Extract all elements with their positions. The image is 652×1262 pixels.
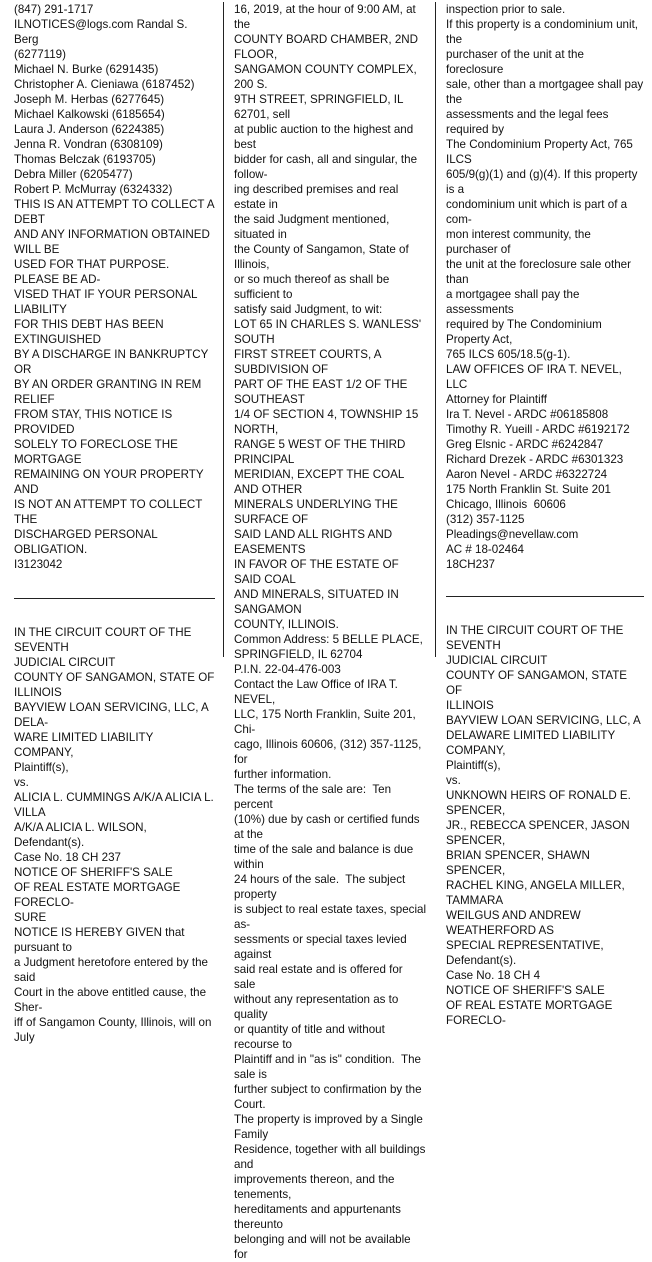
notice-attorney-list-and-disclaimer: (847) 291-1717 ILNOTICES@logs.com Randal S. Berg (6277119) Michael N. Burke (6291435) Christopher A. Cieniawa (6187452) Joseph M. Herbas (6277645) Michael Kalkowski (6185654) Laura J. Anderson (6224385) Jenna R. Vondran (6308109) Thomas Belczak (6193705) Debra Miller (6205477) Robert P. McMurray (6324332) THIS IS AN ATTEMPT TO COLLECT A DEBT AND ANY INFORMATION OBTAINED WILL BE USED FOR THAT PURPOSE. PLEASE BE AD- VISED THAT IF YOUR PERSONAL LIABILITY FOR THIS DEBT HAS BEEN EXTINGUISHED BY A DISCHARGE IN BANKRUPTCY OR BY AN ORDER GRANTING IN REM RELIEF FROM STAY, THIS NOTICE IS PROVIDED SOLELY TO FORECLOSE THE MORTGAGE REMAINING ON YOUR PROPERTY AND IS NOT AN ATTEMPT TO COLLECT THE DISCHARGED PERSONAL OBLIGATION. I3123042: [14, 3, 214, 571]
column-3: [435, 2, 644, 1027]
notice-case-cummings-end: inspection prior to sale. If this property is a condominium unit, the purchaser of the unit at the foreclosure sale, other than a mortgagee shall pay the assessments and the legal fees required by The Condominium Property Act, 765 ILCS 605/9(g)(1) and (g)(4). If this property is a condominium unit which is part of a com- mon interest community, the purchaser of the unit at the foreclosure sale other than a mortgagee shall pay the assessments required by The Condominium Property Act, 765 ILCS 605/18.5(g-1). LAW OFFICES OF IRA T. NEVEL, LLC Attorney for Plaintiff Ira T. Nevel - ARDC #06185808 Timothy R. Yueill - ARDC #6192172 Greg Elsnic - ARDC #6242847 Richard Drezek - ARDC #6301323 Aaron Nevel - ARDC #6322724 175 North Franklin St. Suite 201 Chicago, Illinois 60606 (312) 357-1125 Pleadings@nevellaw.com AC # 18-02464 18CH237: [446, 3, 644, 571]
column-2: [223, 2, 435, 1261]
notice-case-cummings-start: IN THE CIRCUIT COURT OF THE SEVENTH JUDICIAL CIRCUIT COUNTY OF SANGAMON, STATE OF ILLINOIS BAYVIEW LOAN SERVICING, LLC, A DELA- WARE LIMITED LIABILITY COMPANY, Plaintiff(s), vs. ALICIA L. CUMMINGS A/K/A ALICIA L. VILLA A/K/A ALICIA L. WILSON, Defendant(s). Case No. 18 CH 237 NOTICE OF SHERIFF'S SALE OF REAL ESTATE MORTGAGE FORECLO- SURE NOTICE IS HEREBY GIVEN that pursuant to a Judgment heretofore entered by the said Court in the above entitled cause, the Sher- iff of Sangamon County, Illinois, will on July: [14, 626, 215, 1044]
notice-case-cummings-continued: 16, 2019, at the hour of 9:00 AM, at the COUNTY BOARD CHAMBER, 2ND FLOOR, SANGAMON COUNTY COMPLEX, 200 S. 9TH STREET, SPRINGFIELD, IL 62701, sell at public auction to the highest and best bidder for cash, all and singular, the follow- ing described premises and real estate in the said Judgment mentioned, situated in the County of Sangamon, State of Illinois, or so much thereof as shall be sufficient to satisfy said Judgment, to wit: LOT 65 IN CHARLES S. WANLESS' SOUTH FIRST STREET COURTS, A SUBDIVISION OF PART OF THE EAST 1/2 OF THE SOUTHEAST 1/4 OF SECTION 4, TOWNSHIP 15 NORTH, RANGE 5 WEST OF THE THIRD PRINCIPAL MERIDIAN, EXCEPT THE COAL AND OTHER MINERALS UNDERLYING THE SURFACE OF SAID LAND ALL RIGHTS AND EASEMENTS IN FAVOR OF THE ESTATE OF SAID COAL AND MINERALS, SITUATED IN SANGAMON COUNTY, ILLINOIS. Common Address: 5 BELLE PLACE, SPRINGFIELD, IL 62704 P.I.N. 22-04-476-003 Contact the Law Office of IRA T. NEVEL, LLC, 175 North Franklin, Suite 201, Chi- cago, Illinois 60606, (312) 357-1125, for further information. The terms of the sale are: Ten percent (10%) due by cash or certified funds at the time of the sale and balance is due within 24 hours of the sale. The subject property is subject to real estate taxes, special as- sessments or special taxes levied against said real estate and is offered for sale without any representation as to quality or quantity of title and without recourse to Plaintiff and in "as is" condition. The sale is further subject to confirmation by the Court. The property is improved by a Single Family Residence, together with all buildings and improvements thereon, and the tenements, hereditaments and appurtenants thereunto belonging and will not be available for: [234, 3, 427, 1261]
notice-case-spencer-start: IN THE CIRCUIT COURT OF THE SEVENTH JUDICIAL CIRCUIT COUNTY OF SANGAMON, STATE OF ILLINOIS BAYVIEW LOAN SERVICING, LLC, A DELAWARE LIMITED LIABILITY COMPANY, Plaintiff(s), vs. UNKNOWN HEIRS OF RONALD E. SPENCER, JR., REBECCA SPENCER, JASON SPENCER, BRIAN SPENCER, SHAWN SPENCER, RACHEL KING, ANGELA MILLER, TAMMARA WEILGUS AND ANDREW WEATHERFORD AS SPECIAL REPRESENTATIVE, Defendant(s). Case No. 18 CH 4 NOTICE OF SHERIFF'S SALE OF REAL ESTATE MORTGAGE FORECLO-: [446, 624, 641, 1027]
column-1: [14, 2, 223, 1044]
notice-divider: [446, 596, 644, 597]
notice-divider: [14, 598, 215, 599]
